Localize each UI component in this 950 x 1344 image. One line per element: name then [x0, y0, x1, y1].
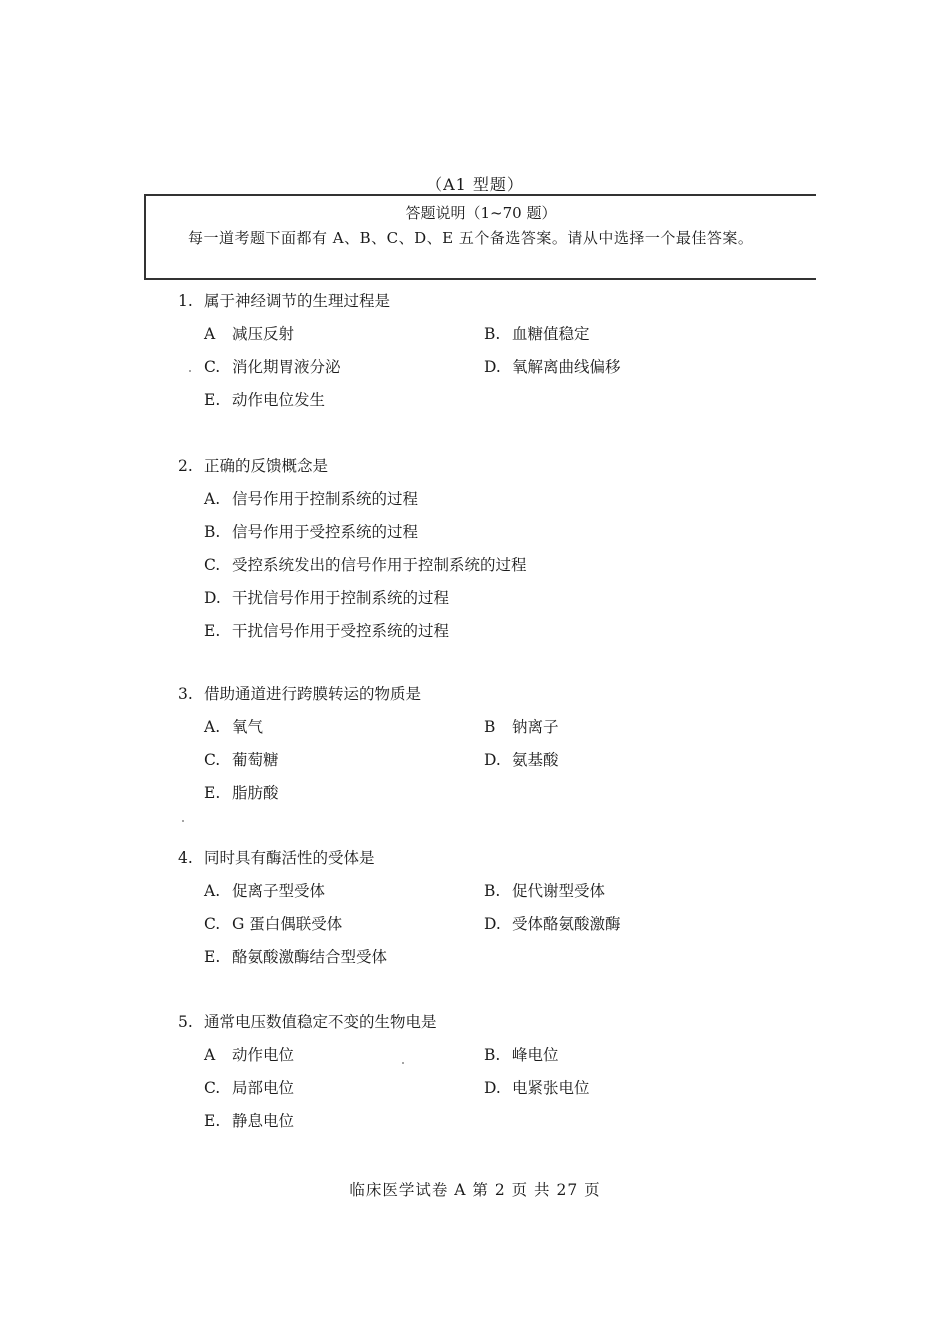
option-letter: E. — [204, 622, 221, 640]
option-letter: C. — [204, 358, 221, 376]
question-stem — [178, 454, 838, 478]
option-a — [204, 322, 294, 346]
option-text: 静息电位 — [232, 1112, 295, 1130]
option-letter: C. — [204, 751, 221, 769]
option-text: 氨基酸 — [512, 751, 559, 769]
option-text: 动作电位发生 — [232, 391, 326, 409]
option-c — [204, 1076, 294, 1100]
instructions-top-rule — [146, 194, 816, 196]
option-text: 动作电位 — [232, 1046, 295, 1064]
question-number: 3. — [178, 685, 193, 703]
option-b — [484, 715, 559, 739]
question-stem — [178, 846, 838, 870]
option-d — [484, 355, 621, 379]
option-a — [204, 487, 418, 511]
option-b — [484, 1043, 559, 1067]
option-letter: A. — [204, 882, 221, 900]
option-c — [204, 748, 279, 772]
option-e — [204, 619, 449, 643]
option-letter: E. — [204, 391, 221, 409]
question-number: 2. — [178, 457, 193, 475]
option-c — [204, 912, 342, 936]
option-c — [204, 553, 527, 577]
question-text: 正确的反馈概念是 — [204, 457, 329, 475]
option-letter: E. — [204, 784, 221, 802]
option-e — [204, 781, 279, 805]
instructions-heading: 答题说明（1~70 题） — [405, 204, 557, 222]
option-letter: D. — [484, 751, 501, 769]
question-number: 5. — [178, 1013, 193, 1031]
option-text: 局部电位 — [232, 1079, 295, 1097]
scan-speck — [402, 1062, 404, 1064]
question-text: 属于神经调节的生理过程是 — [204, 292, 391, 310]
option-e — [204, 1109, 294, 1133]
option-text: 减压反射 — [232, 325, 295, 343]
option-letter: D. — [204, 589, 221, 607]
option-letter: B. — [484, 882, 501, 900]
scan-speck — [189, 370, 191, 372]
option-text: 干扰信号作用于受控系统的过程 — [232, 622, 450, 640]
option-text: 葡萄糖 — [232, 751, 279, 769]
option-c — [204, 355, 341, 379]
question-number: 4. — [178, 849, 193, 867]
option-letter: B. — [484, 1046, 501, 1064]
option-letter: D. — [484, 358, 501, 376]
option-d — [484, 912, 621, 936]
option-d — [484, 1076, 590, 1100]
option-b — [484, 322, 590, 346]
option-text: 信号作用于受控系统的过程 — [232, 523, 419, 541]
section-title: （A1 型题） — [426, 175, 524, 194]
option-letter: C. — [204, 915, 221, 933]
scan-speck — [182, 820, 184, 822]
option-text: 氧气 — [232, 718, 264, 736]
option-text: G 蛋白偶联受体 — [232, 915, 343, 933]
question-text: 通常电压数值稳定不变的生物电是 — [204, 1013, 437, 1031]
question-text: 借助通道进行跨膜转运的物质是 — [204, 685, 422, 703]
option-text: 促离子型受体 — [232, 882, 326, 900]
question-1 — [178, 289, 838, 409]
option-letter: C. — [204, 1079, 221, 1097]
option-letter: B. — [204, 523, 221, 541]
question-text: 同时具有酶活性的受体是 — [204, 849, 375, 867]
question-stem — [178, 1010, 838, 1034]
instructions-box — [144, 194, 816, 280]
option-letter: A. — [204, 718, 221, 736]
option-d — [484, 748, 559, 772]
option-text: 电紧张电位 — [512, 1079, 590, 1097]
question-5 — [178, 1010, 838, 1130]
option-letter: A. — [204, 490, 221, 508]
option-letter: B. — [484, 325, 501, 343]
option-e — [204, 388, 325, 412]
option-text: 脂肪酸 — [232, 784, 279, 802]
option-letter: A — [204, 325, 216, 343]
option-letter: C. — [204, 556, 221, 574]
option-letter: A — [204, 1046, 216, 1064]
option-letter: B — [484, 718, 496, 736]
question-3 — [178, 682, 838, 802]
option-text: 受控系统发出的信号作用于控制系统的过程 — [232, 556, 527, 574]
option-text: 血糖值稳定 — [512, 325, 590, 343]
option-letter: E. — [204, 1112, 221, 1130]
option-text: 信号作用于控制系统的过程 — [232, 490, 419, 508]
option-b — [484, 879, 605, 903]
option-text: 消化期胃液分泌 — [232, 358, 341, 376]
option-text: 干扰信号作用于控制系统的过程 — [232, 589, 450, 607]
question-number: 1. — [178, 292, 193, 310]
option-e — [204, 945, 387, 969]
instructions-bottom-rule — [146, 278, 816, 280]
option-b — [204, 520, 418, 544]
question-2 — [178, 454, 838, 640]
question-4 — [178, 846, 838, 966]
option-text: 受体酪氨酸激酶 — [512, 915, 621, 933]
instructions-text: 每一道考题下面都有 A、B、C、D、E 五个备选答案。请从中选择一个最佳答案。 — [188, 229, 754, 247]
option-text: 钠离子 — [512, 718, 559, 736]
question-stem — [178, 682, 838, 706]
option-text: 峰电位 — [512, 1046, 559, 1064]
question-stem — [178, 289, 838, 313]
option-letter: D. — [484, 915, 501, 933]
option-a — [204, 715, 263, 739]
page-footer: 临床医学试卷 A 第 2 页 共 27 页 — [349, 1181, 601, 1199]
option-a — [204, 879, 325, 903]
option-a — [204, 1043, 294, 1067]
option-letter: E. — [204, 948, 221, 966]
option-d — [204, 586, 449, 610]
option-letter: D. — [484, 1079, 501, 1097]
option-text: 酪氨酸激酶结合型受体 — [232, 948, 388, 966]
option-text: 促代谢型受体 — [512, 882, 606, 900]
option-text: 氧解离曲线偏移 — [512, 358, 621, 376]
